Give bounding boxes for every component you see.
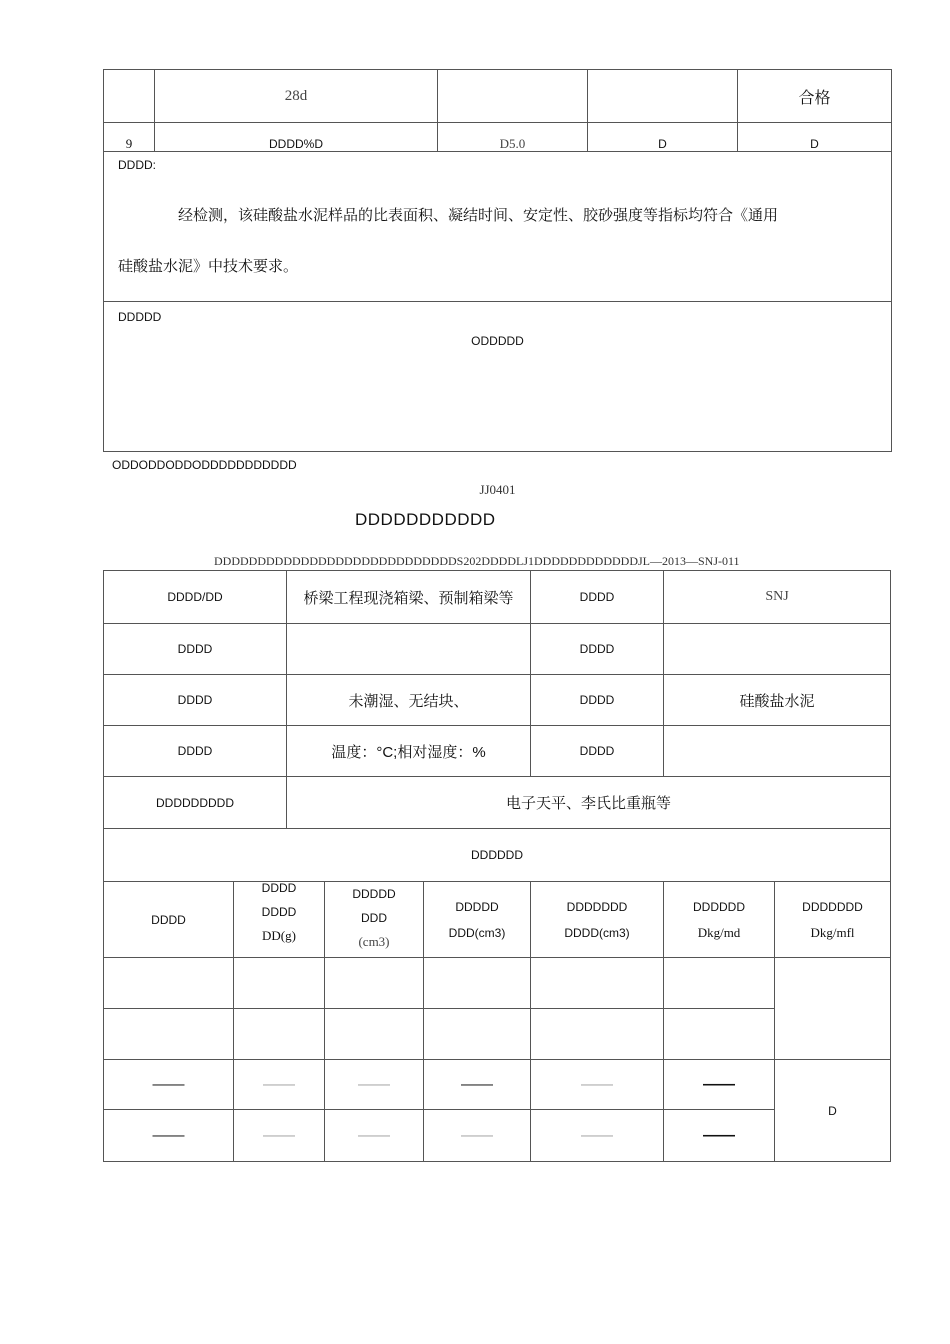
label-text: DDDD [177, 693, 213, 707]
age-text: 28d [284, 87, 308, 104]
info-r1-value2 [663, 570, 891, 624]
value-text: 桥梁工程现浇箱梁、预制箱梁等 [303, 589, 514, 607]
header-text: DDDD [151, 912, 186, 927]
cell-no-9 [103, 122, 155, 152]
dash-cell [423, 1109, 531, 1162]
info-r4-label1 [103, 725, 287, 777]
row-number: 9 [125, 136, 133, 151]
dash-text: —— [581, 1126, 613, 1144]
data-cell [233, 957, 325, 1009]
measured-text: D [658, 137, 667, 151]
value-text: 硅酸盐水泥 [739, 692, 815, 710]
label-text: DDDDDDDDD [156, 795, 234, 810]
info-r3-label2 [530, 674, 664, 726]
col-header-3 [324, 881, 424, 958]
value-text: SNJ [765, 589, 789, 604]
col-header-1 [103, 881, 234, 958]
col-header-7 [774, 881, 891, 958]
header-line: DDDDD [455, 900, 499, 914]
dash-text: —— [152, 1075, 185, 1093]
cell-measured-9 [587, 122, 738, 152]
info-r1-label2 [530, 570, 664, 624]
dash-cell [324, 1109, 424, 1162]
label-text: DDDD [177, 744, 213, 758]
info-r3-value1 [286, 674, 531, 726]
dash-cell [103, 1109, 234, 1162]
data-cell-merged-bottom [774, 1059, 891, 1162]
header-line: (cm3) [358, 934, 390, 949]
item-text: DDDD%D [269, 137, 323, 151]
col-header-4 [423, 881, 531, 958]
header-line: DDDDDDD [802, 900, 863, 914]
form-code: JJ0401 [479, 482, 516, 497]
cell-measured-empty [587, 69, 738, 123]
data-cell-merged-top [774, 957, 891, 1060]
info-r2-value2 [663, 623, 891, 675]
dash-cell [530, 1109, 664, 1162]
conclusion-line-1: 经检测，该硅酸盐水泥样品的比表面积、凝结时间、安定性、胶砂强度等指标均符合《通用 [178, 207, 779, 224]
dash-text: —— [581, 1075, 613, 1093]
dash-text: —— [461, 1126, 493, 1144]
header-line: DDDD [261, 905, 297, 919]
dash-cell [423, 1059, 531, 1110]
info-r2-value1 [286, 623, 531, 675]
label-text: DDDD [579, 642, 615, 656]
section-text: DDDDDD [471, 848, 523, 862]
dash-text: —— [703, 1126, 735, 1144]
col-header-6 [663, 881, 775, 958]
header-line: Dkg/mfl [810, 925, 855, 940]
info-r3-value2 [663, 674, 891, 726]
header-line: DDD [361, 911, 387, 925]
data-cell [103, 957, 234, 1009]
conclusion-line-2: 硅酸盐水泥》中技术要求。 [118, 258, 299, 275]
info-r4-label2 [530, 725, 664, 777]
cell-spec-empty [437, 69, 588, 123]
header-line: DD(g) [262, 928, 296, 943]
header-line: DDDDD [352, 887, 396, 901]
remarks-center-text: ODDDDD [471, 334, 524, 348]
header-line: DDDD [261, 881, 297, 895]
info-r4-value2 [663, 725, 891, 777]
label-text: DDDD/DD [167, 590, 223, 604]
header-line: Dkg/md [697, 925, 741, 940]
header-line: DDD(cm3) [448, 926, 506, 940]
label-text: DDDD [177, 642, 213, 656]
conclusion-box [103, 151, 892, 302]
label-text: DDDD [579, 693, 615, 707]
result-text: 合格 [798, 89, 831, 107]
cell-empty-no [103, 69, 155, 123]
dash-text: —— [263, 1075, 295, 1093]
dash-cell [663, 1059, 775, 1110]
dash-cell [530, 1059, 664, 1110]
dash-text: —— [263, 1126, 295, 1144]
remarks-box [103, 301, 892, 452]
record-number-line: DDDDDDDDDDDDDDDDDDDDDDDDDDDDS202DDDDLJ1DDDDDDDDDDDDJL—2013—SNJ-011 [214, 554, 740, 568]
info-r3-label1 [103, 674, 287, 726]
data-cell [423, 1008, 531, 1060]
cell-spec-9 [437, 122, 588, 152]
label-text: DDDD [579, 590, 615, 604]
spec-text: D5.0 [499, 136, 526, 151]
cell-item-9 [154, 122, 438, 152]
info-r5-label1 [103, 776, 287, 829]
dash-text: —— [152, 1126, 185, 1144]
info-r1-value1 [286, 570, 531, 624]
data-cell [103, 1008, 234, 1060]
data-cell [324, 957, 424, 1009]
conclusion-label: DDDD: [118, 158, 156, 172]
dash-cell [103, 1059, 234, 1110]
dash-text: —— [461, 1075, 493, 1093]
col-header-5 [530, 881, 664, 958]
section-header [103, 828, 891, 882]
cell-result-28d [737, 69, 892, 123]
dash-cell [324, 1059, 424, 1110]
info-r5-value1 [286, 776, 891, 829]
value-text: 未潮湿、无结块、 [348, 692, 469, 710]
form-title: DDDDDDDDDDD [355, 510, 496, 529]
dash-text: —— [358, 1126, 390, 1144]
dash-cell [233, 1059, 325, 1110]
header-line: DDDD(cm3) [564, 926, 630, 940]
cell-result-9 [737, 122, 892, 152]
data-cell [423, 957, 531, 1009]
info-r1-label1 [103, 570, 287, 624]
footer-note: ODDODDODDODDDDDDDDDDD [112, 458, 297, 472]
data-cell [233, 1008, 325, 1060]
col-header-2 [233, 881, 325, 958]
result-9-text: D [810, 137, 819, 151]
value-text: 电子天平、李氏比重瓶等 [505, 795, 671, 812]
remarks-label: DDDDD [118, 310, 162, 324]
header-line: DDDDDDD [566, 900, 628, 914]
dash-text: —— [358, 1075, 390, 1093]
data-cell [324, 1008, 424, 1060]
dash-cell [233, 1109, 325, 1162]
value-text: 温度：°C;相对湿度：% [331, 743, 486, 761]
info-r2-label2 [530, 623, 664, 675]
data-cell [530, 957, 664, 1009]
info-r4-value1 [286, 725, 531, 777]
cell-age [154, 69, 438, 123]
info-r2-label1 [103, 623, 287, 675]
header-line: DDDDDD [693, 900, 745, 914]
data-cell [663, 957, 775, 1009]
data-cell [663, 1008, 775, 1060]
dash-text: —— [703, 1075, 735, 1093]
label-text: DDDD [579, 744, 615, 758]
merged-cell-text: D [828, 1103, 837, 1118]
dash-cell [663, 1109, 775, 1162]
data-cell [530, 1008, 664, 1060]
